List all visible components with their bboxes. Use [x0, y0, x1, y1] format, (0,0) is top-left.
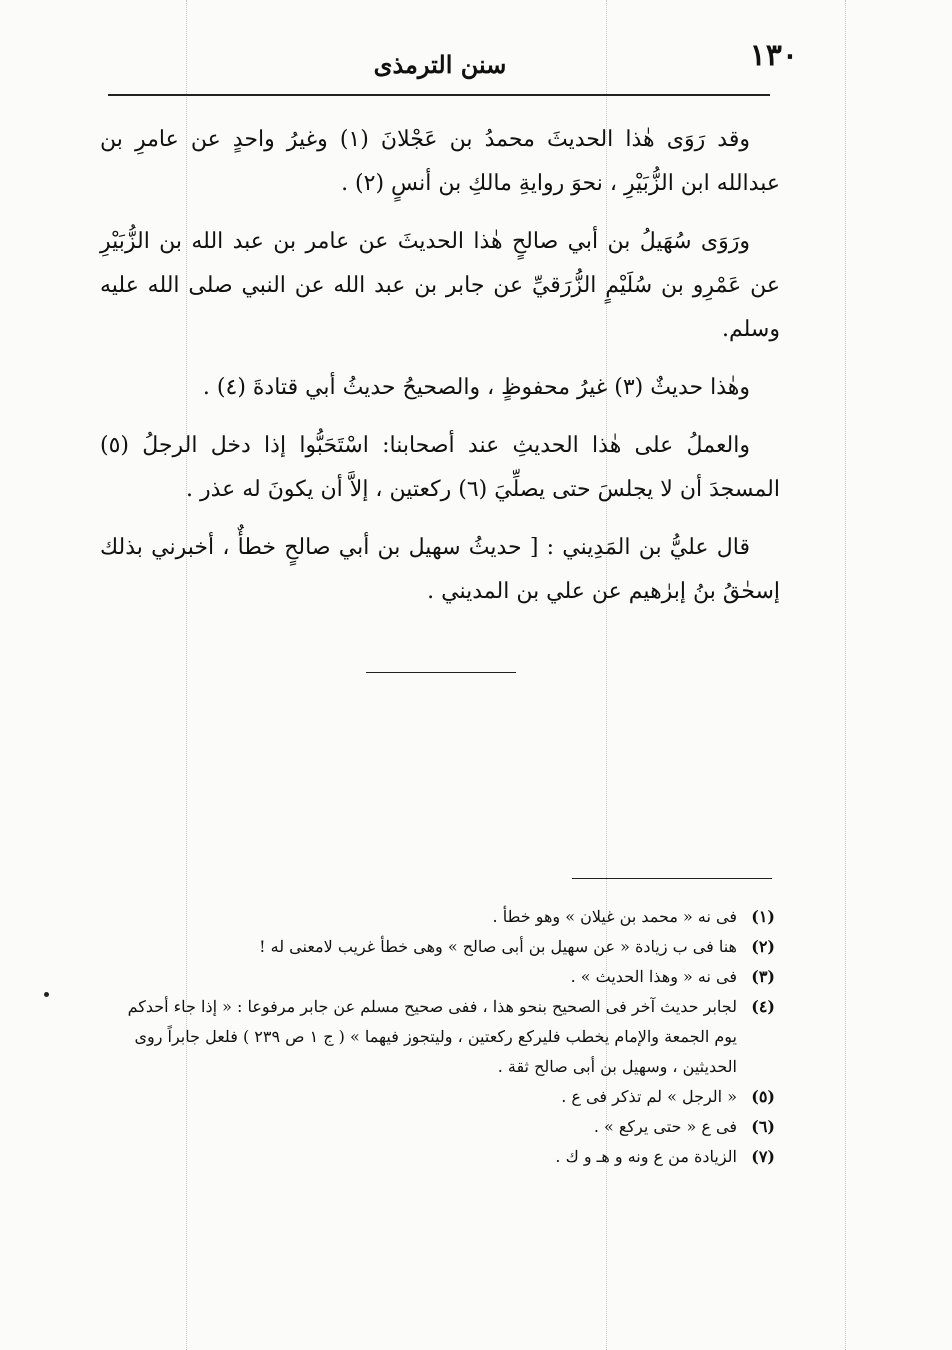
footnote-number: (٦): [751, 1117, 775, 1136]
footnote-separator: [572, 878, 772, 879]
footnote: [110, 962, 775, 992]
page-number: ١٣٠: [749, 38, 798, 73]
footnote-number: (٤): [751, 997, 775, 1016]
footnote-text: فى نه « وهذا الحديث » .: [570, 967, 737, 986]
footnote-text: الزيادة من ع ونه و هـ و ك .: [555, 1147, 737, 1166]
footnote-number: (٥): [751, 1087, 775, 1106]
footnote-number: (١): [751, 907, 775, 926]
footnote: [110, 902, 775, 932]
running-title: سنن الترمذى: [373, 50, 507, 79]
footnote-number: (٣): [751, 967, 775, 986]
footnote-text: فى نه « محمد بن غيلان » وهو خطأ .: [492, 907, 737, 926]
footnote: [110, 1082, 775, 1112]
main-text: [100, 118, 780, 614]
section-end-rule: [366, 672, 516, 673]
scan-speck: [44, 992, 49, 997]
footnote: [110, 1112, 775, 1142]
header-rule: [108, 94, 770, 96]
footnote-number: (٧): [751, 1147, 775, 1166]
scan-artifact-line: [845, 0, 846, 1350]
footnotes: [110, 902, 775, 1172]
footnote-text: هنا فى ب زيادة « عن سهيل بن أبى صالح » وهى خطأ غريب لامعنى له !: [259, 937, 737, 956]
footnote-number: (٢): [751, 937, 775, 956]
paragraph: ورَوَى سُهَيلُ بن أبي صالحٍ هٰذا الحديثَ عن عامر بن عبد الله بن الزُّبَيْرِ عن عَمْرِو بن سُلَيْمٍ الزُّرَقيِّ عن جابر بن عبد الله عن النبي صلى الله عليه وسلم.: [100, 229, 780, 342]
footnote: [110, 932, 775, 962]
paragraph: قال عليُّ بن المَدِيني : [ حديثُ سهيل بن أبي صالحٍ خطأٌ ، أخبرني بذلك إسحٰقُ بنُ إبرٰهيم عن علي بن المديني .: [100, 535, 780, 604]
paragraph: وقد رَوَى هٰذا الحديثَ محمدُ بن عَجْلانَ (١) وغيرُ واحدٍ عن عامرِ بن عبدالله ابن الزُّبَيْرِ ، نحوَ روايةِ مالكِ بن أنسٍ (٢) .: [100, 127, 780, 196]
footnote: [110, 992, 775, 1082]
footnote-text: « الرجل » لم تذكر فى ع .: [561, 1087, 737, 1106]
footnote-text: لجابر حديث آخر فى الصحيح بنحو هذا ، ففى صحيح مسلم عن جابر مرفوعا : « إذا جاء أحدكم يوم الجمعة والإمام يخطب فليركع ركعتين ، وليتجوز فيهما » ( ج ١ ص ٢٣٩ ) فلعل جابراً روى الحديثين ، وسهيل بن أبى صالح ثقة .: [127, 997, 737, 1076]
footnote-text: فى ع « حتى يركع » .: [593, 1117, 737, 1136]
paragraph: والعملُ على هٰذا الحديثِ عند أصحابنا: اسْتَحَبُّوا إذا دخل الرجلُ (٥) المسجدَ أن لا يجلسَ حتى يصلِّيَ (٦) ركعتين ، إلاَّ أن يكونَ له عذر .: [100, 433, 780, 502]
footnote: [110, 1142, 775, 1172]
paragraph: وهٰذا حديثٌ (٣) غيرُ محفوظٍ ، والصحيحُ حديثُ أبي قتادةَ (٤) .: [202, 375, 750, 400]
